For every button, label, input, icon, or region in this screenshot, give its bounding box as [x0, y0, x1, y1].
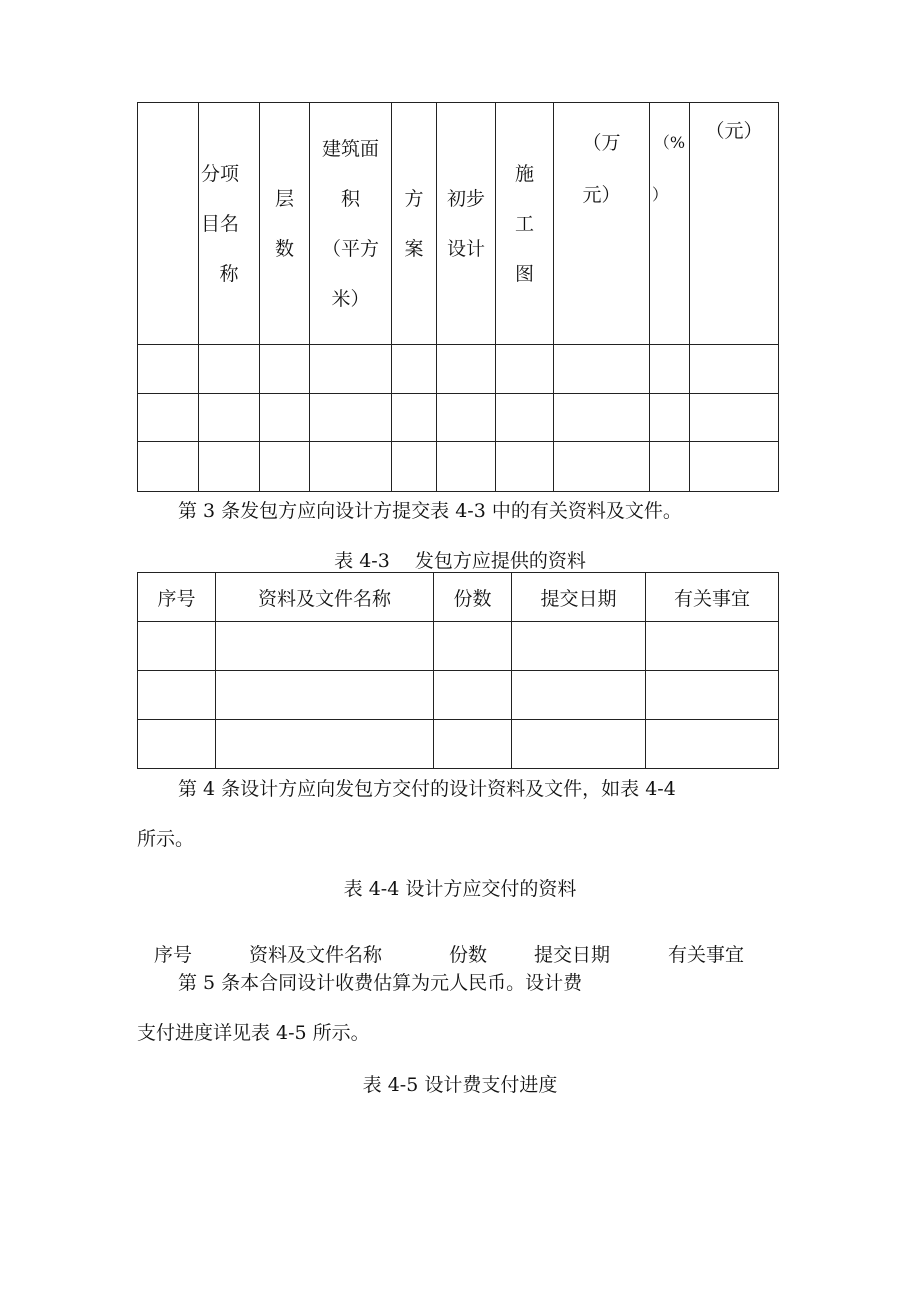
- header-remarks: 有关事宜: [646, 573, 779, 622]
- table-4-4-caption: 表 4-4 设计方应交付的资料: [343, 878, 577, 900]
- header-submit-date: 提交日期: [512, 573, 646, 622]
- fee-breakdown-table: [137, 102, 779, 492]
- header-copies: 份数: [434, 573, 512, 622]
- header-construction-drawing: 施 工 图: [496, 103, 554, 345]
- header-submit-date: 提交日期: [534, 944, 611, 966]
- article-5-line-2: 支付进度详见表 4-5 所示。: [137, 1022, 370, 1044]
- header-doc-name: 资料及文件名称: [249, 944, 383, 966]
- header-percent: （% ）: [650, 103, 690, 345]
- table-row: [138, 622, 779, 671]
- header-wan-yuan: （万 元）: [554, 103, 650, 345]
- header-remarks: 有关事宜: [668, 944, 745, 966]
- table-row: [138, 394, 779, 442]
- blank-header-cell: [138, 103, 199, 345]
- header-doc-name: 资料及文件名称: [216, 573, 434, 622]
- article-3-text: 第 3 条发包方应向设计方提交表 4-3 中的有关资料及文件。: [178, 500, 682, 522]
- table-header-row: [138, 103, 779, 345]
- article-4-line-2: 所示。: [137, 828, 195, 850]
- client-materials-table: [137, 572, 779, 769]
- table-header-row: [138, 573, 779, 622]
- table-row: [138, 345, 779, 394]
- table-4-3-caption: 表 4-3 发包方应提供的资料: [334, 550, 586, 572]
- header-serial: 序号: [154, 944, 193, 966]
- header-yuan: （元）: [690, 103, 779, 345]
- table-4-5-caption: 表 4-5 设计费支付进度: [362, 1074, 558, 1096]
- header-preliminary-design: 初步 设计: [437, 103, 496, 345]
- article-5-line-1: 第 5 条本合同设计收费估算为元人民币。设计费: [178, 972, 583, 994]
- table-row: [138, 442, 779, 492]
- header-building-area: 建筑面 积 （平方 米）: [310, 103, 392, 345]
- table-row: [138, 720, 779, 769]
- header-floors: 层 数: [260, 103, 310, 345]
- header-serial: 序号: [138, 573, 216, 622]
- table-row: [138, 671, 779, 720]
- header-copies: 份数: [449, 944, 488, 966]
- article-4-line-1: 第 4 条设计方应向发包方交付的设计资料及文件，如表 4-4: [178, 778, 676, 800]
- header-scheme: 方 案: [392, 103, 437, 345]
- header-item-name: 分项 目名 称: [199, 103, 260, 345]
